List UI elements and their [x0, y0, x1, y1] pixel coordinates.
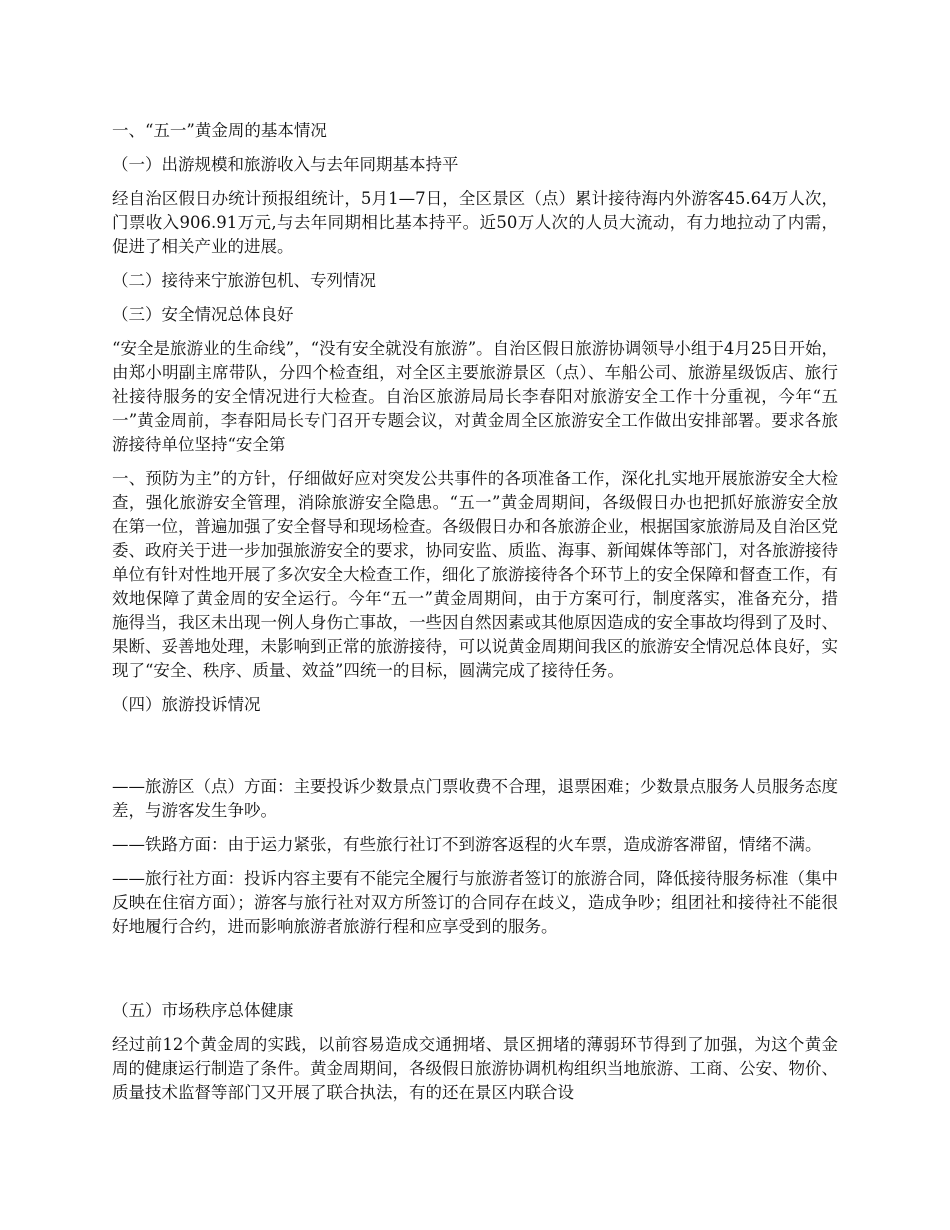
blank-space — [112, 727, 838, 775]
document-page — [112, 119, 838, 1115]
paragraph: 经过前12个黄金周的实践，以前容易造成交通拥堵、景区拥堵的薄弱环节得到了加强，为这个黄金周的健康运行制造了条件。黄金周期间，各级假日旅游协调机构组织当地旅游、工商、公安、物价、质量技术监督等部门又开展了联合执法，有的还在景区内联合设 — [112, 1035, 838, 1102]
subsection-heading: （五）市场秩序总体健康 — [112, 1001, 294, 1020]
blank-space — [112, 949, 838, 999]
paragraph: 经自治区假日办统计预报组统计，5月1—7日，全区景区（点）累计接待海内外游客45.64万人次，门票收入906.91万元,与去年同期相比基本持平。近50万人次的人员大流动，有力地拉动了内需，促进了相关产业的进展。 — [112, 189, 838, 256]
section-heading: 一、“五一”黄金周的基本情况 — [112, 121, 327, 140]
paragraph: ——旅游区（点）方面：主要投诉少数景点门票收费不合理，退票困难；少数景点服务人员服务态度差，与游客发生争吵。 — [112, 777, 838, 820]
paragraph: ——铁路方面：由于运力紧张，有些旅行社订不到游客返程的火车票，造成游客滞留，情绪不满。 — [112, 835, 822, 854]
subsection-heading: （四）旅游投诉情况 — [112, 695, 261, 714]
subsection-heading: （一）出游规模和旅游收入与去年同期基本持平 — [112, 155, 459, 174]
subsection-heading: （二）接待来宁旅游包机、专列情况 — [112, 271, 376, 290]
paragraph: “安全是旅游业的生命线”，“没有安全就没有旅游”。自治区假日旅游协调领导小组于4月25日开始，由郑小明副主席带队，分四个检查组，对全区主要旅游景区（点）、车船公司、旅游星级饭店、旅行社接待服务的安全情况进行大检查。自治区旅游局局长李春阳对旅游安全工作十分重视，今年“五一”黄金周前，李春阳局长专门召开专题会议，对黄金周全区旅游安全工作做出安排部署。要求各旅游接待单位坚持“安全第 — [112, 339, 838, 454]
paragraph: 一、预防为主”的方针，仔细做好应对突发公共事件的各项准备工作，深化扎实地开展旅游安全大检查，强化旅游安全管理，消除旅游安全隐患。“五一”黄金周期间，各级假日办也把抓好旅游安全放在第一位，普遍加强了安全督导和现场检查。各级假日办和各旅游企业，根据国家旅游局及自治区党委、政府关于进一步加强旅游安全的要求，协同安监、质监、海事、新闻媒体等部门，对各旅游接待单位有针对性地开展了多次安全大检查工作，细化了旅游接待各个环节上的安全保障和督查工作，有效地保障了黄金周的安全运行。今年“五一”黄金周期间，由于方案可行，制度落实，准备充分，措施得当，我区未出现一例人身伤亡事故，一些因自然因素或其他原因造成的安全事故均得到了及时、果断、妥善地处理，未影响到正常的旅游接待，可以说黄金周期间我区的旅游安全情况总体良好，实现了“安全、秩序、质量、效益”四统一的目标，圆满完成了接待任务。 — [112, 469, 838, 680]
subsection-heading: （三）安全情况总体良好 — [112, 305, 294, 324]
paragraph: ——旅行社方面：投诉内容主要有不能完全履行与旅游者签订的旅游合同，降低接待服务标准（集中反映在住宿方面）；游客与旅行社对双方所签订的合同存在歧义，造成争吵；组团社和接待社不能很好地履行合约，进而影响旅游者旅游行程和应享受到的服务。 — [112, 869, 838, 936]
